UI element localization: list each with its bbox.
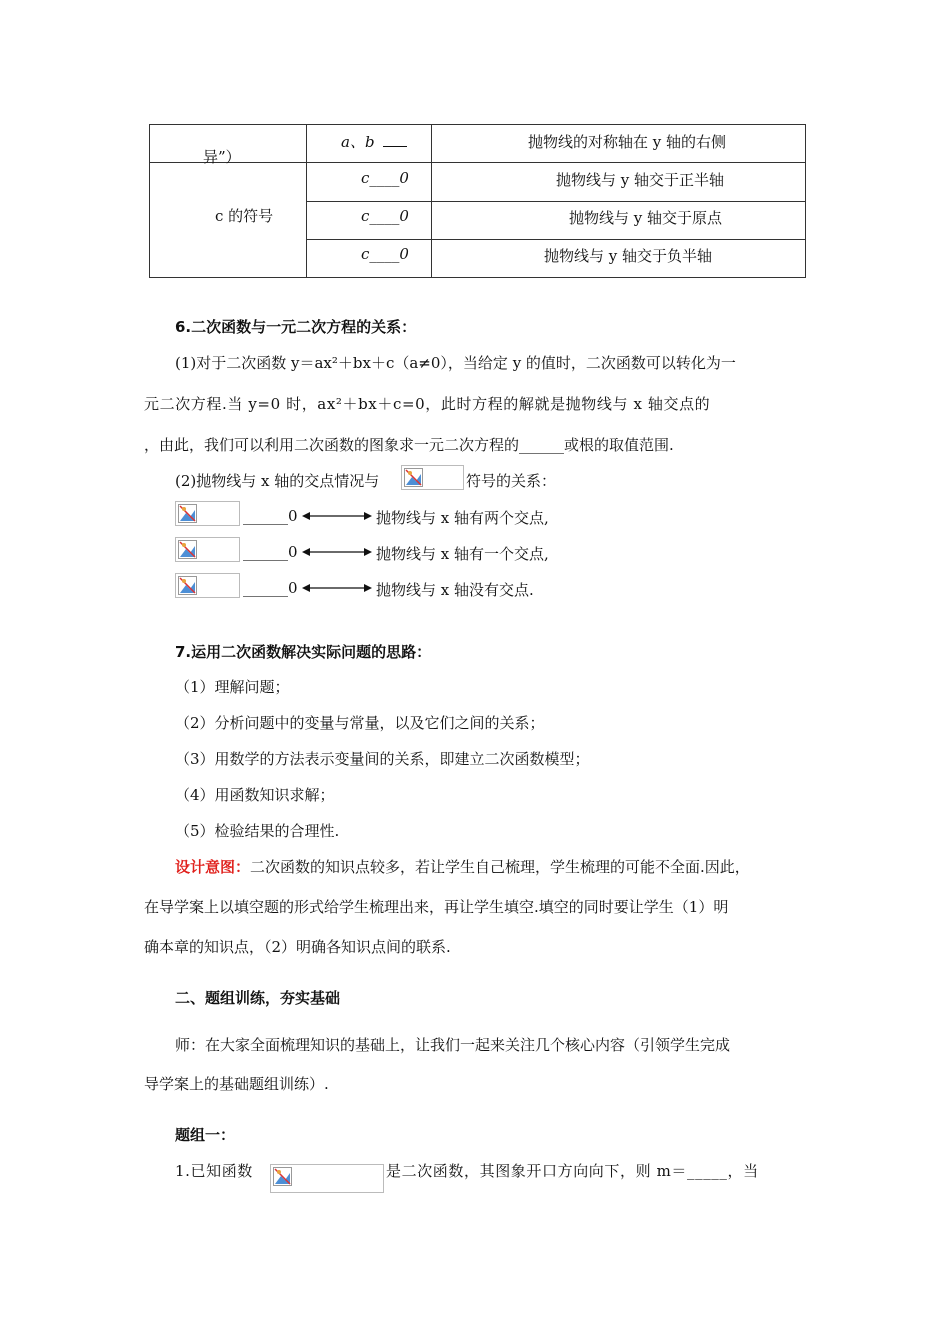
broken-image-icon bbox=[401, 465, 464, 490]
broken-image-icon bbox=[175, 537, 240, 562]
relation-blank: ______0 bbox=[243, 579, 298, 597]
question-suffix: 是二次函数，其图象开口方向向下，则 m＝_____，当 bbox=[386, 1162, 759, 1180]
design-intent-text: 二次函数的知识点较多，若让学生自己梳理，学生梳理的可能不全面.因此， bbox=[250, 858, 750, 876]
relation-blank: ______0 bbox=[243, 543, 298, 561]
table-cell bbox=[432, 202, 806, 240]
table-cell bbox=[432, 163, 806, 202]
design-intent-line bbox=[175, 856, 750, 877]
question-prefix: 1.已知函数 bbox=[175, 1162, 253, 1180]
list-item: （3）用数学的方法表示变量间的关系，即建立二次函数模型； bbox=[175, 750, 590, 768]
table-cell bbox=[432, 125, 806, 163]
section-6-title: 6.二次函数与一元二次方程的关系： bbox=[175, 318, 417, 336]
double-arrow-icon bbox=[302, 546, 372, 558]
table-text: 抛物线与 y 轴交于正半轴 bbox=[556, 171, 725, 189]
relation-text: 抛物线与 x 轴有两个交点, bbox=[376, 509, 549, 527]
sign-table bbox=[149, 124, 806, 278]
paragraph-line: 导学案上的基础题组训练）. bbox=[144, 1075, 329, 1093]
broken-image-icon bbox=[175, 501, 240, 526]
table-text: 异”） bbox=[203, 148, 241, 166]
paragraph-line: 符号的关系： bbox=[466, 472, 557, 490]
double-arrow-icon bbox=[302, 510, 372, 522]
table-cell bbox=[150, 163, 307, 278]
table-text: c____0 bbox=[361, 245, 409, 263]
table-cell bbox=[150, 125, 307, 166]
relation-text: 抛物线与 x 轴有一个交点, bbox=[376, 545, 549, 563]
table-text: a、b bbox=[341, 133, 375, 151]
table-text: 抛物线的对称轴在 y 轴的右侧 bbox=[528, 133, 727, 151]
paragraph-line: 师：在大家全面梳理知识的基础上，让我们一起来关注几个核心内容（引领学生完成 bbox=[175, 1036, 731, 1054]
paragraph-line: (1)对于二次函数 y＝ax²＋bx＋c（a≠0），当给定 y 的值时，二次函数可以转化为一 bbox=[175, 354, 736, 372]
list-item: （1）理解问题； bbox=[175, 678, 290, 696]
group-1-title: 题组一： bbox=[175, 1126, 236, 1144]
section-7-title: 7.运用二次函数解决实际问题的思路： bbox=[175, 643, 432, 661]
table-cell bbox=[307, 163, 432, 202]
list-item: （2）分析问题中的变量与常量，以及它们之间的关系； bbox=[175, 714, 545, 732]
broken-image-icon bbox=[175, 573, 240, 598]
table-text: c____0 bbox=[361, 169, 409, 187]
paragraph-line: ，由此，我们可以利用二次函数的图象求一元二次方程的______或根的取值范围. bbox=[144, 436, 674, 454]
list-item: （5）检验结果的合理性. bbox=[175, 822, 340, 840]
design-intent-label: 设计意图： bbox=[175, 858, 251, 876]
table-cell bbox=[307, 125, 432, 163]
paragraph-line: (2)抛物线与 x 轴的交点情况与 bbox=[175, 472, 380, 490]
paragraph-line: 元二次方程.当 y=0 时，ax²＋bx＋c=0，此时方程的解就是抛物线与 x 轴交点的 bbox=[144, 395, 711, 413]
table-cell bbox=[307, 202, 432, 240]
broken-image-icon bbox=[270, 1164, 384, 1193]
relation-blank: ______0 bbox=[243, 507, 298, 525]
table-text: c____0 bbox=[361, 207, 409, 225]
fill-blank bbox=[383, 132, 407, 147]
table-cell bbox=[432, 240, 806, 278]
double-arrow-icon bbox=[302, 582, 372, 594]
table-text: 抛物线与 y 轴交于负半轴 bbox=[544, 247, 713, 265]
relation-text: 抛物线与 x 轴没有交点. bbox=[376, 581, 534, 599]
table-cell bbox=[307, 240, 432, 278]
paragraph-line: 确本章的知识点，（2）明确各知识点间的联系. bbox=[144, 938, 451, 956]
table-text: 抛物线与 y 轴交于原点 bbox=[569, 209, 723, 227]
table-text: c 的符号 bbox=[215, 207, 274, 225]
paragraph-line: 在导学案上以填空题的形式给学生梳理出来，再让学生填空.填空的同时要让学生（1）明 bbox=[144, 898, 729, 916]
part-2-title: 二、题组训练，夯实基础 bbox=[175, 989, 341, 1007]
list-item: （4）用函数知识求解； bbox=[175, 786, 335, 804]
